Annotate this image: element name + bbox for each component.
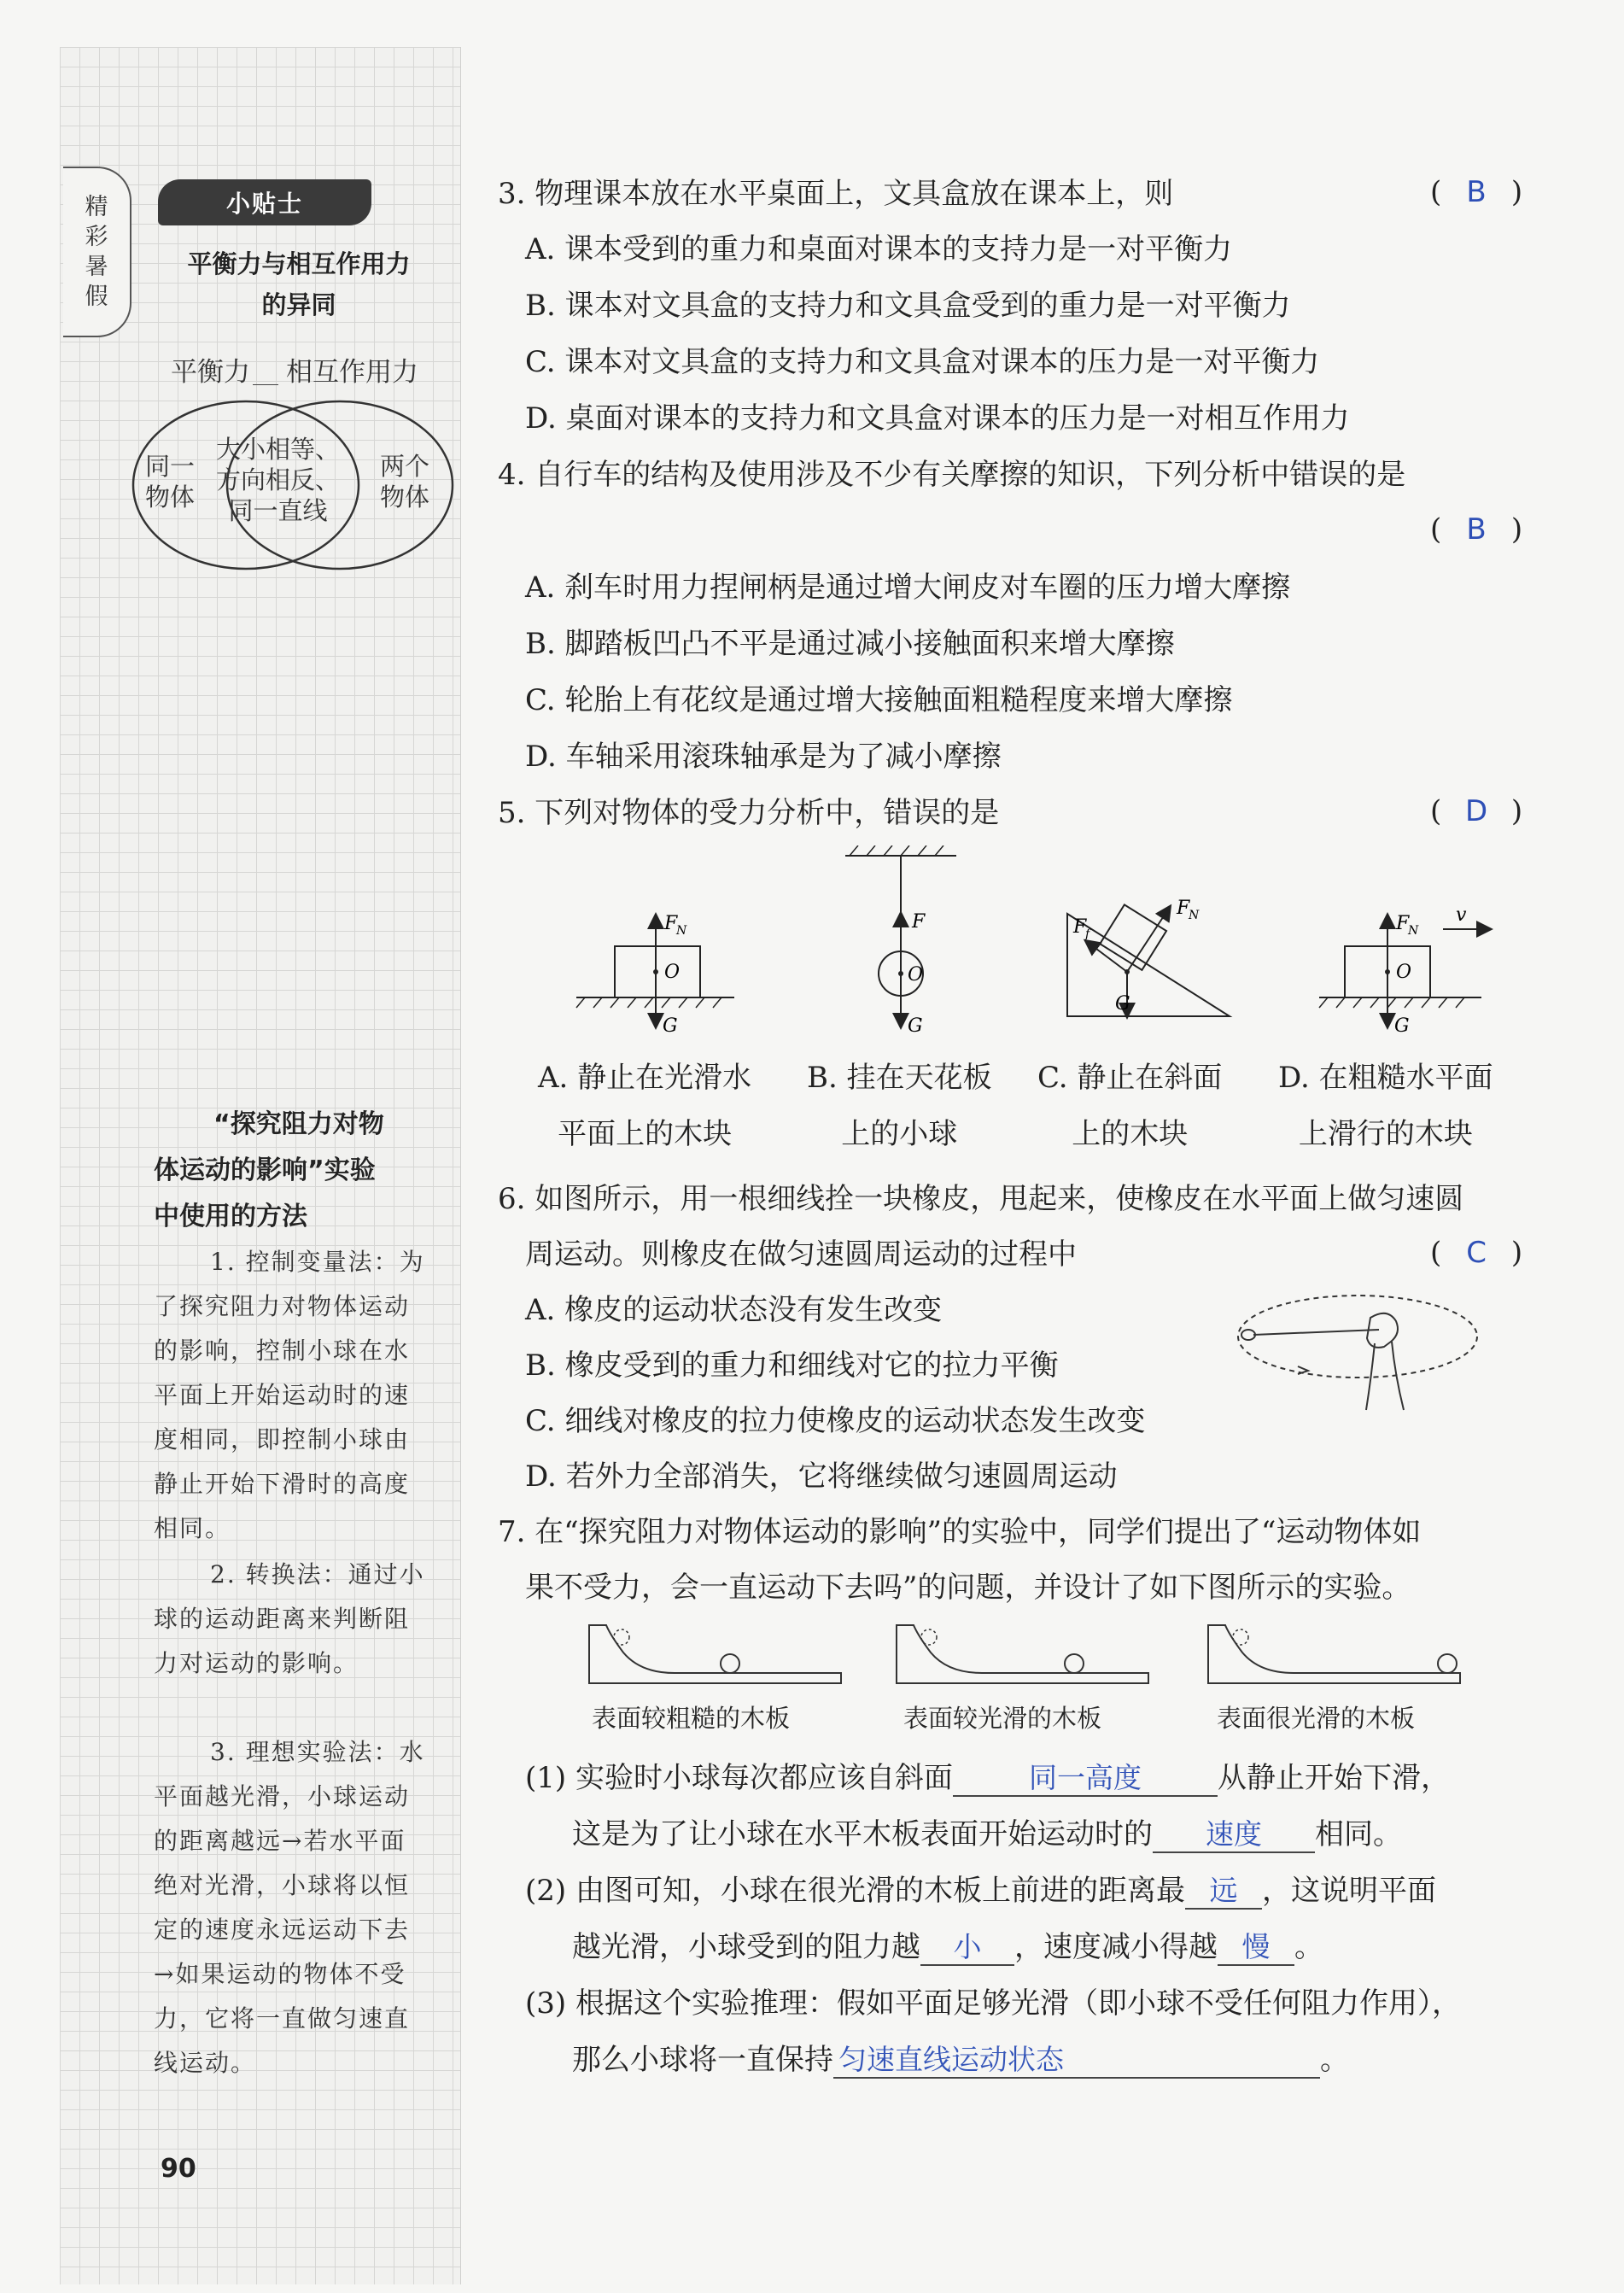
q7-part1-line1: (1) 实验时小球每次都应该自斜面 同一高度 从静止开始下滑，	[525, 1761, 1450, 1795]
venn-mid-text: 大小相等、 方向相反、 同一直线	[216, 435, 341, 525]
venn-right-header: 相互作用力	[286, 357, 418, 388]
svg-text:F: F	[1177, 898, 1190, 919]
q7-part3-line2: 那么小球将一直保持 匀速直线运动状态 。	[572, 2043, 1349, 2077]
venn-right-text: 两个 物体	[380, 452, 430, 512]
q7-board-label-1: 表面较粗糙的木板	[592, 1704, 791, 1733]
q7-part3-line1: (3) 根据这个实验推理：假如平面足够光滑（即小球不受任何阻力作用），	[525, 1986, 1461, 2021]
svg-text:N: N	[1408, 924, 1419, 938]
tip2-method-1: 1. 控制变量法：为了探究阻力对物体运动的影响，控制小球在水平面上开始运动时的速度相同，即控制小球由静止开始下滑时的高度相同。	[154, 1248, 425, 1542]
q6-stem-l1: 6. 如图所示，用一根细线拴一块橡皮，甩起来，使橡皮在水平面上做匀速圆	[498, 1182, 1464, 1216]
q5-caption-c: C. 静止在斜面 上的木块	[1037, 1061, 1223, 1151]
svg-text:N: N	[676, 924, 687, 938]
q6-stem-l2: 周运动。则橡皮在做匀速圆周运动的过程中	[525, 1237, 1077, 1272]
svg-text:F: F	[1396, 913, 1410, 934]
q6-option-a: A. 橡皮的运动状态没有发生改变	[525, 1293, 943, 1327]
q5-stem: 5. 下列对物体的受力分析中，错误的是	[498, 796, 1000, 830]
q6-answer: ( C )	[1430, 1236, 1523, 1270]
q7-stem-l1: 7. 在“探究阻力对物体运动的影响”的实验中，同学们提出了“运动物体如	[498, 1515, 1422, 1549]
tab-char: 暑	[85, 254, 108, 280]
q3-answer: ( B )	[1430, 175, 1523, 209]
q7-blank-3[interactable]: 远	[1185, 1874, 1262, 1910]
q6-option-d: D. 若外力全部消失，它将继续做匀速圆周运动	[525, 1459, 1118, 1494]
q4-answer: ( B )	[1430, 512, 1523, 547]
venn-left-header: 平衡力	[171, 357, 250, 388]
svg-text:O: O	[1396, 962, 1412, 983]
q4-option-c: C. 轮胎上有花纹是通过增大接触面粗糙程度来增大摩擦	[525, 683, 1233, 717]
svg-text:f: f	[1085, 927, 1090, 941]
q3-option-b: B. 课本对文具盒的支持力和文具盒受到的重力是一对平衡力	[525, 289, 1291, 323]
q4-option-b: B. 脚踏板凹凸不平是通过减小接触面积来增大摩擦	[525, 627, 1175, 661]
q4-option-a: A. 刹车时用力捏闸柄是通过增大闸皮对车圈的压力增大摩擦	[525, 570, 1291, 605]
svg-text:F: F	[1073, 916, 1087, 938]
q7-blank-6[interactable]: 匀速直线运动状态	[833, 2043, 1320, 2079]
section-tab	[63, 167, 131, 337]
tab-char: 假	[85, 284, 108, 310]
q6-option-c: C. 细线对橡皮的拉力使橡皮的运动状态发生改变	[525, 1404, 1146, 1438]
svg-text:F: F	[664, 913, 678, 934]
q7-ramp-figures	[581, 1618, 1486, 1712]
venn-left-text: 同一 物体	[145, 452, 196, 512]
q7-board-label-2: 表面较光滑的木板	[903, 1704, 1102, 1733]
svg-text:v: v	[1456, 904, 1467, 926]
q7-blank-2[interactable]: 速度	[1153, 1817, 1315, 1853]
q7-part2-line2: 越光滑，小球受到的阻力越 小 ，速度减小得越 慢 。	[572, 1930, 1323, 1964]
q5-diagram-a	[576, 913, 734, 1037]
q5-diagram-c	[1067, 898, 1230, 1016]
q4-option-d: D. 车轴采用滚珠轴承是为了减小摩擦	[525, 740, 1002, 774]
q3-option-d: D. 桌面对课本的支持力和文具盒对课本的压力是一对相互作用力	[525, 401, 1350, 436]
svg-text:G: G	[1394, 1015, 1410, 1037]
q6-circular-motion-figure	[1230, 1285, 1486, 1448]
svg-text:O: O	[908, 964, 924, 986]
tip2-method-2: 2. 转换法：通过小球的运动距离来判断阻力对运动的影响。	[154, 1560, 425, 1677]
q7-ramp-3	[1208, 1625, 1460, 1683]
tip2-method-3: 3. 理想实验法：水平面越光滑，小球运动的距离越远→若水平面绝对光滑，小球将以恒定的速度永远运动下去→如果运动的物体不受力，它将一直做匀速直线运动。	[154, 1738, 425, 2077]
q5-diagram-b	[845, 845, 956, 1037]
q5-force-diagrams	[564, 845, 1503, 1042]
svg-text:N: N	[1189, 909, 1200, 922]
q7-part2-line1: (2) 由图可知，小球在很光滑的木板上前进的距离最 远 ，这说明平面	[525, 1874, 1436, 1908]
tab-char: 彩	[85, 224, 108, 250]
q7-stem-l2: 果不受力，会一直运动下去吗”的问题，并设计了如下图所示的实验。	[525, 1571, 1411, 1605]
q5-caption-b: B. 挂在天花板 上的小球	[807, 1061, 992, 1151]
tab-char: 精	[85, 194, 108, 220]
q5-answer: ( D )	[1430, 794, 1523, 828]
svg-text:G: G	[908, 1015, 923, 1037]
q7-blank-4[interactable]: 小	[920, 1930, 1014, 1966]
q7-blank-5[interactable]: 慢	[1218, 1930, 1294, 1966]
svg-text:F: F	[912, 911, 926, 933]
svg-text:O: O	[664, 962, 681, 983]
q5-caption-a: A. 静止在光滑水 平面上的木块	[538, 1061, 752, 1151]
q7-ramp-1	[589, 1625, 841, 1683]
tips-badge: 小贴士	[158, 179, 371, 225]
q7-part1-line2: 这是为了让小球在水平木板表面开始运动时的 速度 相同。	[572, 1817, 1402, 1851]
svg-text:G: G	[1115, 993, 1130, 1015]
q7-blank-1[interactable]: 同一高度	[953, 1761, 1218, 1797]
q3-option-a: A. 课本受到的重力和桌面对课本的支持力是一对平衡力	[525, 232, 1233, 266]
q3-stem: 3. 物理课本放在水平桌面上，文具盒放在课本上，则	[498, 177, 1174, 211]
q5-caption-d: D. 在粗糙水平面 上滑行的木块	[1278, 1061, 1493, 1151]
page-number: 90	[161, 2154, 196, 2184]
q4-stem: 4. 自行车的结构及使用涉及不少有关摩擦的知识，下列分析中错误的是	[498, 458, 1406, 492]
q7-ramp-2	[897, 1625, 1148, 1683]
q6-option-b: B. 橡皮受到的重力和细线对它的拉力平衡	[525, 1348, 1059, 1383]
q5-diagram-d	[1319, 904, 1490, 1037]
tip2-title: “探究阻力对物 体运动的影响”实验 中使用的方法	[154, 1109, 384, 1231]
svg-text:G: G	[663, 1015, 678, 1037]
q3-option-c: C. 课本对文具盒的支持力和文具盒对课本的压力是一对平衡力	[525, 345, 1320, 379]
q7-board-label-3: 表面很光滑的木板	[1217, 1704, 1416, 1733]
tip1-title: 平衡力与相互作用力 的异同	[187, 249, 411, 319]
